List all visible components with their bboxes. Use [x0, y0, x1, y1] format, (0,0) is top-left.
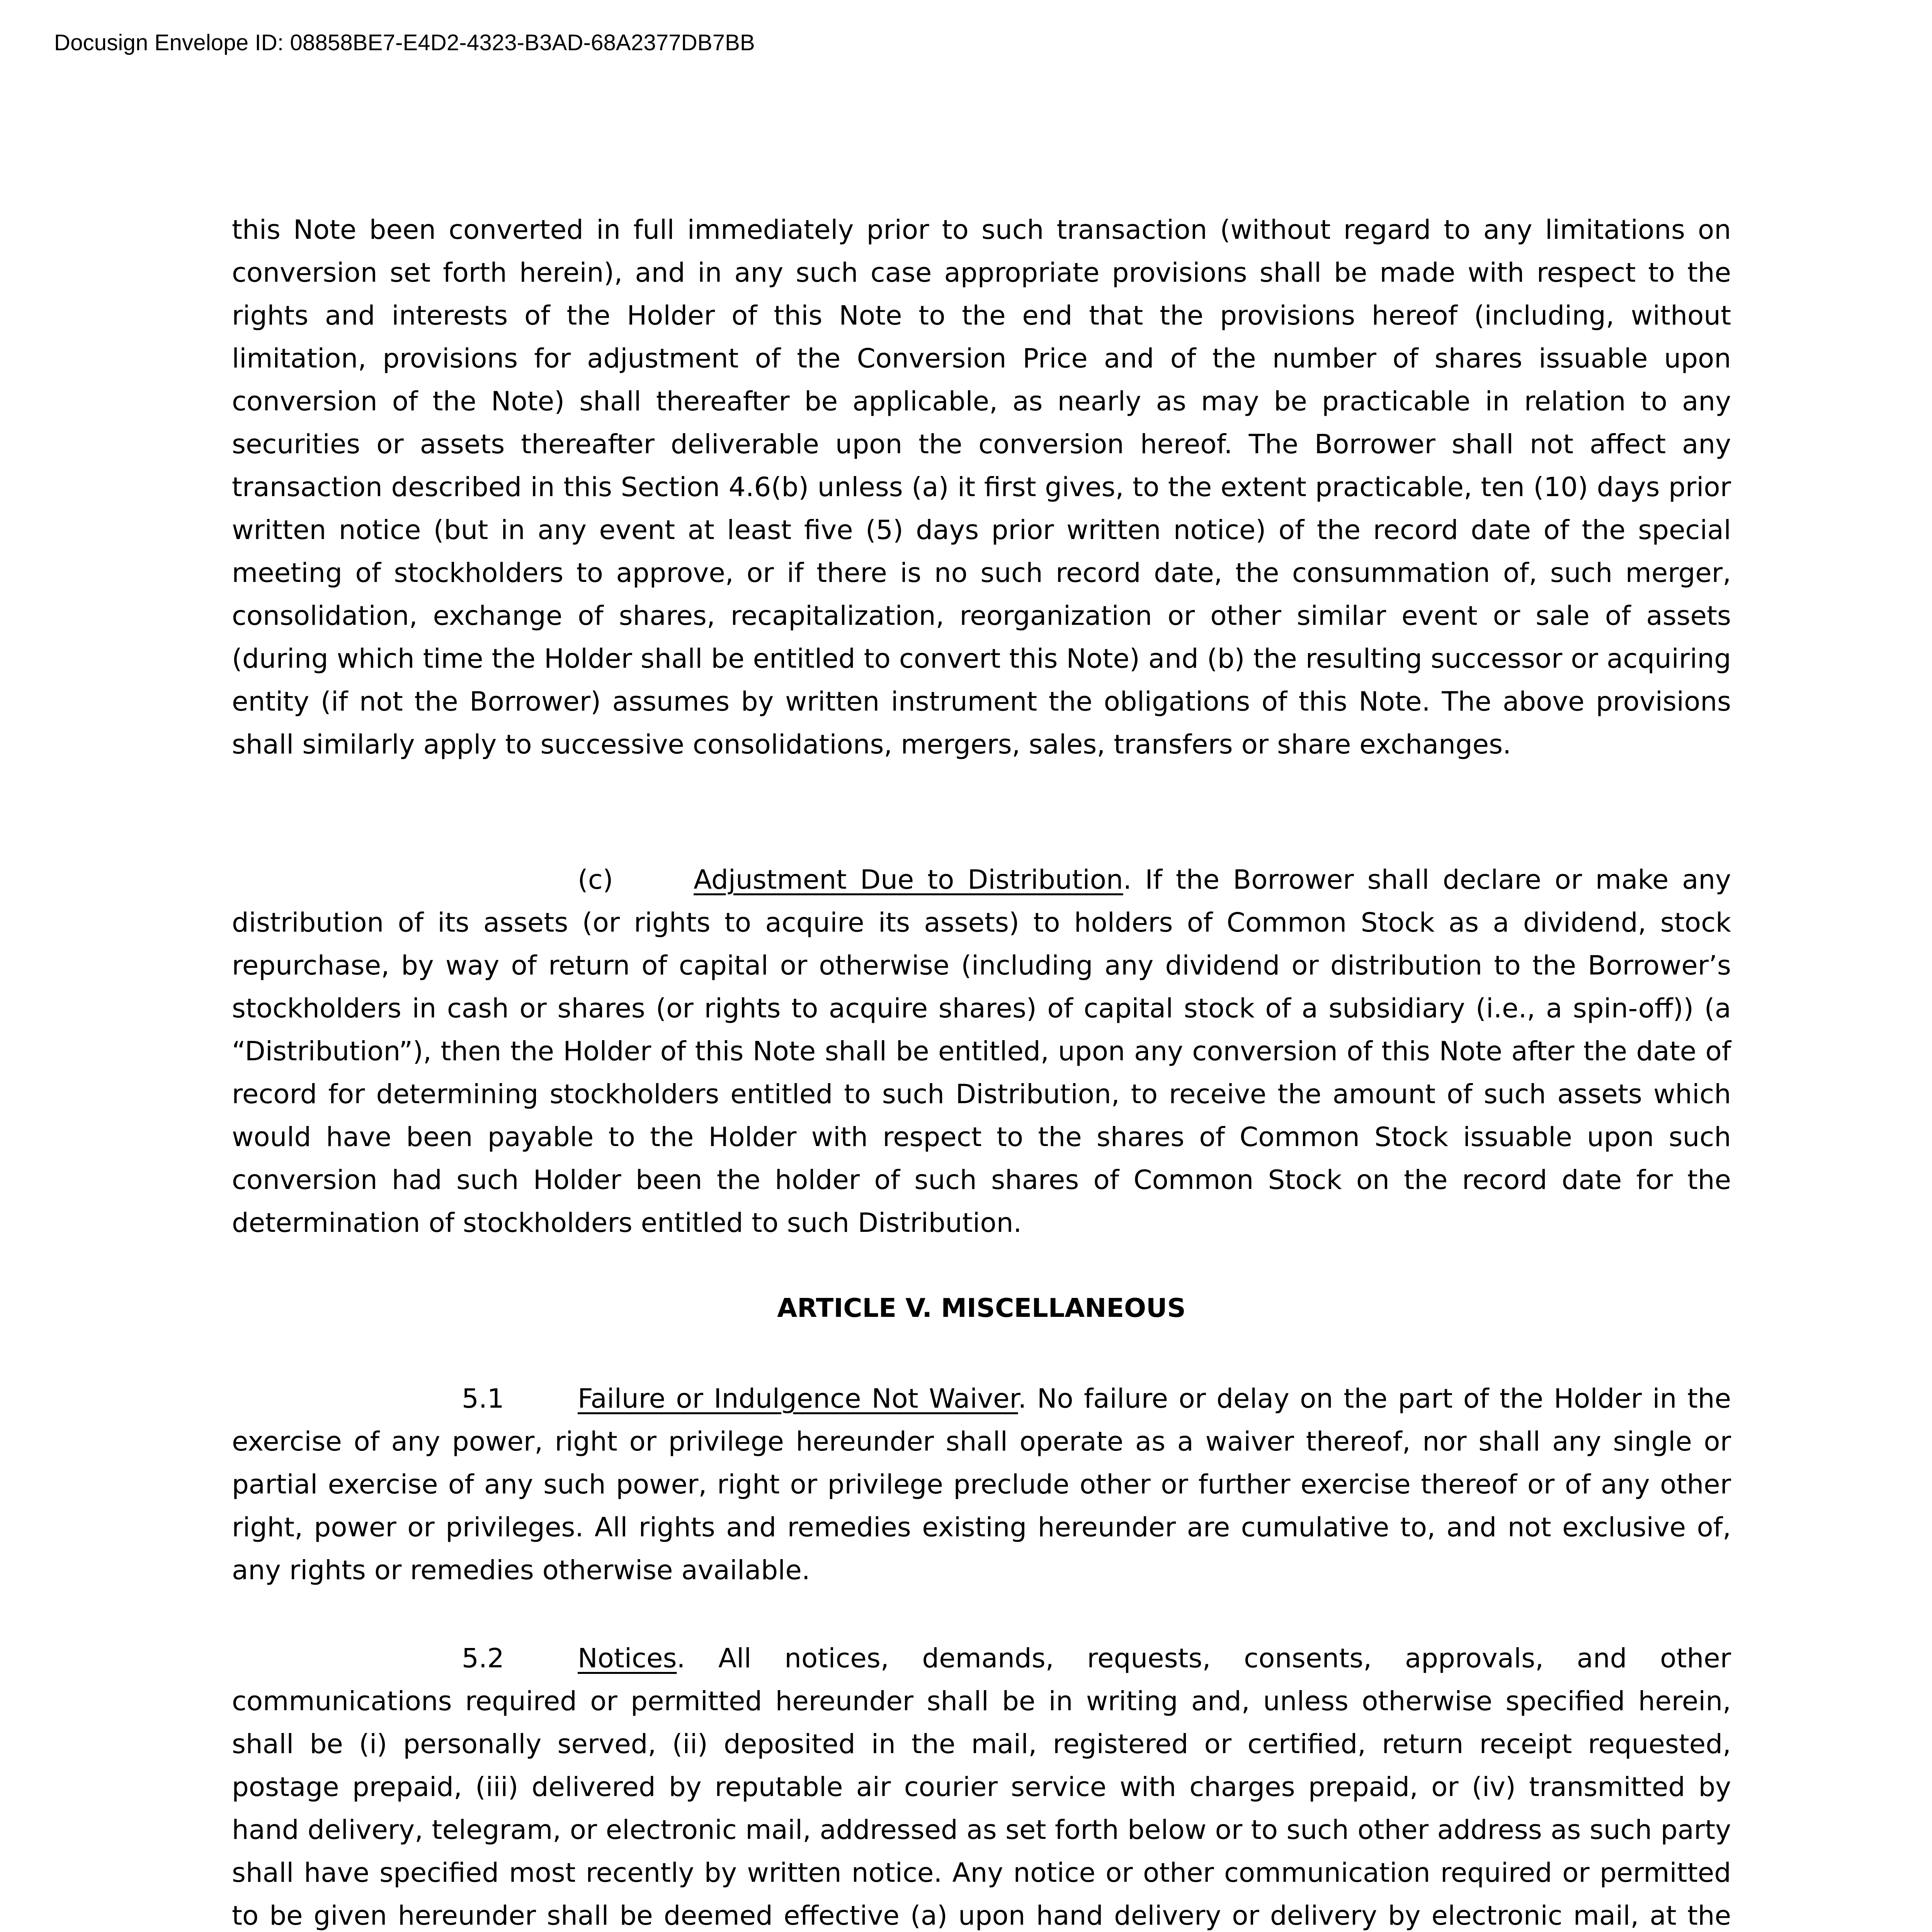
section-5-2-number: 5.2: [462, 1643, 504, 1674]
section-5-1-text: . No failure or delay on the part of the Holder in the exercise of any power, right or privilege hereunder shall operate as a waiver thereof, nor shall any single or partial exercise of any such power, right or privilege preclude other or further exercise thereof or of any other right, power or privileges. All rights and remedies existing hereunder are cumulative to, and not exclusive of, any rights or remedies otherwise available.: [232, 1383, 1731, 1586]
section-c-number: (c): [578, 864, 613, 895]
section-5-1-paragraph: [232, 1378, 1731, 1592]
article-heading: ARTICLE V. MISCELLANEOUS: [777, 1293, 1186, 1323]
section-5-2-heading: Notices: [578, 1643, 677, 1674]
paragraph-continuation: this Note been converted in full immediately prior to such transaction (without regard to any limitations on conversion set forth herein), and in any such case appropriate provisions shall be made with respect to the rights and interests of the Holder of this Note to the end that the provisions hereof (including, without limitation, provisions for adjustment of the Conversion Price and of the number of shares issuable upon conversion of the Note) shall thereafter be applicable, as nearly as may be practicable in relation to any securities or assets thereafter deliverable upon the conversion hereof. The Borrower shall not affect any transaction described in this Section 4.6(b) unless (a) it first gives, to the extent practicable, ten (10) days prior written notice (but in any event at least five (5) days prior written notice) of the record date of the special meeting of stockholders to approve, or if there is no such record date, the consummation of, such merger, consolidation, exchange of shares, recapitalization, reorganization or other similar event or sale of assets (during which time the Holder shall be entitled to convert this Note) and (b) the resulting successor or acquiring entity (if not the Borrower) assumes by written instrument the obligations of this Note. The above provisions shall similarly apply to successive consolidations, mergers, sales, transfers or share exchanges.: [232, 214, 1731, 760]
section-5-2-paragraph: [232, 1637, 1731, 1932]
section-5-2-text: . All notices, demands, requests, consents, approvals, and other communications required or permitted hereunder shall be in writing and, unless otherwise specified herein, shall be (i) personally served, (ii) deposited in the mail, registered or certified, return receipt requested, postage prepaid, (iii) delivered by reputable air courier service with charges prepaid, or (iv) transmitted by hand delivery, telegram, or electronic mail, addressed as set forth below or to such other address as such party shall have specified most recently by written notice. Any notice or other communication required or permitted to be given hereunder shall be deemed effective (a) upon hand delivery or delivery by electronic mail, at the: [232, 1643, 1731, 1931]
section-c-paragraph: [232, 859, 1731, 1245]
section-5-1-number: 5.1: [462, 1383, 504, 1414]
envelope-id: Docusign Envelope ID: 08858BE7-E4D2-4323-B3AD-68A2377DB7BB: [54, 30, 755, 55]
section-c-heading: Adjustment Due to Distribution: [694, 864, 1123, 895]
section-5-1-heading: Failure or Indulgence Not Waiver: [578, 1383, 1018, 1414]
section-c-text: . If the Borrower shall declare or make any distribution of its assets (or rights to acquire its assets) to holders of Common Stock as a dividend, stock repurchase, by way of return of capital or otherwise (including any dividend or distribution to the Borrower’s stockholders in cash or shares (or rights to acquire shares) of capital stock of a subsidiary (i.e., a spin-off)) (a “Distribution”), then the Holder of this Note shall be entitled, upon any conversion of this Note after the date of record for determining stockholders entitled to such Distribution, to receive the amount of such assets which would have been payable to the Holder with respect to the shares of Common Stock issuable upon such conversion had such Holder been the holder of such shares of Common Stock on the record date for the determination of stockholders entitled to such Distribution.: [232, 864, 1731, 1238]
